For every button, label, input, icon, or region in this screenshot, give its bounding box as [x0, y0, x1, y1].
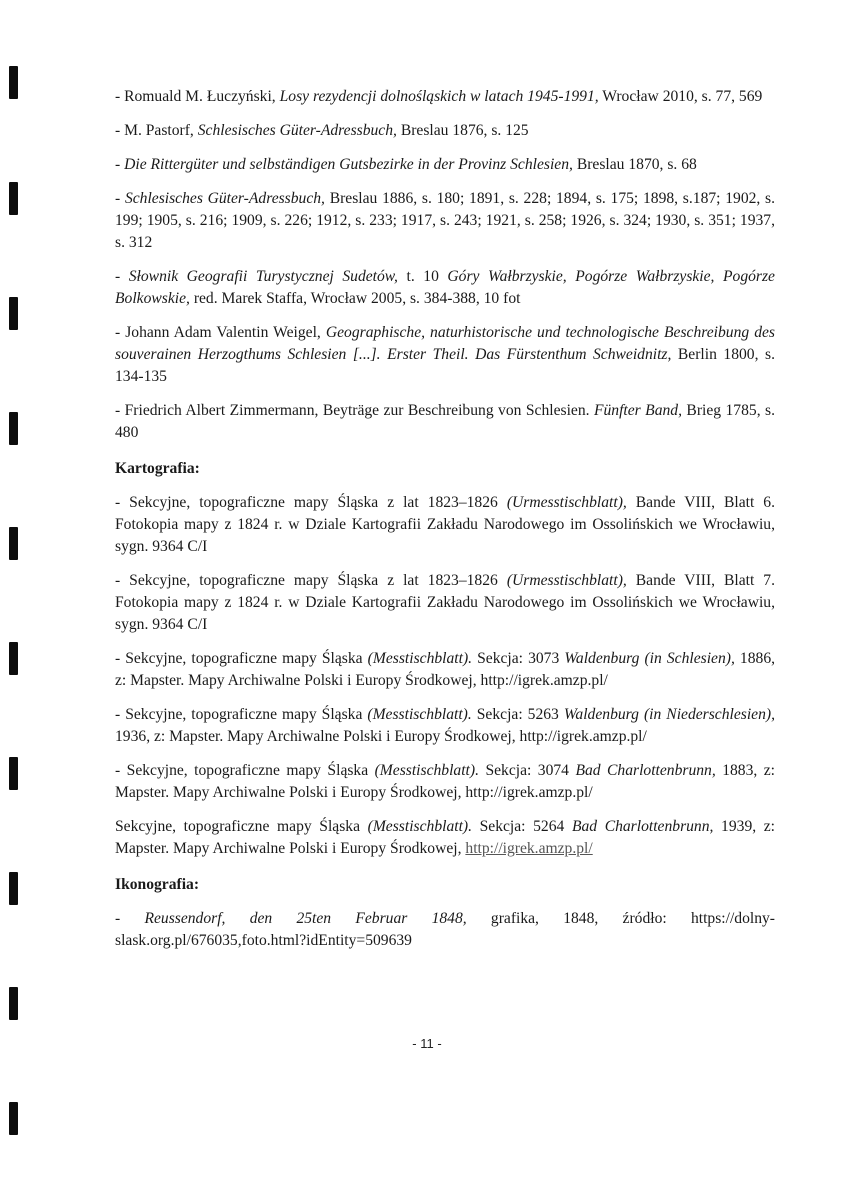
binder-hole — [9, 642, 18, 675]
map-entry: - Sekcyjne, topograficzne mapy Śląska z lat 1823–1826 (Urmesstischblatt), Bande VIII, Blatt 7. Fotokopia mapy z 1824 r. w Dziale Kartografii Zakładu Narodowego im Ossolińskich we Wrocławiu, sygn. 9364 C/I — [115, 572, 776, 633]
map-entry: - Sekcyjne, topograficzne mapy Śląska (Messtischblatt). Sekcja: 3074 Bad Charlottenbrunn, 1883, z: Mapster. Mapy Archiwalne Polski i Europy Środkowej, http://igrek.amzp.pl/ — [115, 762, 776, 801]
bibliography-entry: - Schlesisches Güter-Adressbuch, Breslau 1886, s. 180; 1891, s. 228; 1894, s. 175; 1898, s.187; 1902, s. 199; 1905, s. 216; 1909, s. 226; 1912, s. 233; 1917, s. 243; 1921, s. 258; 1926, s. 324; 1930, s. 351; 1937, s. 312 — [115, 190, 776, 251]
binder-hole — [9, 872, 18, 905]
document-body — [115, 86, 775, 964]
bibliography-entry: - Romuald M. Łuczyński, Losy rezydencji dolnośląskich w latach 1945-1991, Wrocław 2010, s. 77, 569 — [115, 88, 763, 105]
ikonografia-heading: Ikonografia: — [115, 876, 200, 893]
bibliography-entry: - M. Pastorf, Schlesisches Güter-Adressbuch, Breslau 1876, s. 125 — [115, 122, 529, 139]
maps-list — [115, 492, 775, 860]
binder-hole — [9, 182, 18, 215]
iconography-entry: - Reussendorf, den 25ten Februar 1848, grafika, 1848, źródło: https://dolny-slask.org.pl/676035,foto.html?idEntity=509639 — [115, 910, 775, 949]
binder-hole — [9, 66, 18, 99]
mapster-link[interactable]: http://igrek.amzp.pl/ — [465, 840, 593, 857]
binder-hole — [9, 1102, 18, 1135]
map-entry: - Sekcyjne, topograficzne mapy Śląska (Messtischblatt). Sekcja: 3073 Waldenburg (in Schlesien), 1886, z: Mapster. Mapy Archiwalne Polski i Europy Środkowej, http://igrek.amzp.pl/ — [115, 650, 776, 689]
page-number: - 11 - — [412, 1036, 442, 1051]
bibliography-entry: - Die Rittergüter und selbständigen Gutsbezirke in der Provinz Schlesien, Breslau 1870, s. 68 — [115, 156, 697, 173]
binder-hole — [9, 757, 18, 790]
map-entry: - Sekcyjne, topograficzne mapy Śląska z lat 1823–1826 (Urmesstischblatt), Bande VIII, Blatt 6. Fotokopia mapy z 1824 r. w Dziale Kartografii Zakładu Narodowego im Ossolińskich we Wrocławiu, sygn. 9364 C/I — [115, 494, 776, 555]
map-entry: Sekcyjne, topograficzne mapy Śląska (Messtischblatt). Sekcja: 5264 Bad Charlottenbrunn, 1939, z: Mapster. Mapy Archiwalne Polski i Europy Środkowej, http://igrek.amzp.pl/ — [115, 818, 776, 857]
kartografia-heading: Kartografia: — [115, 460, 200, 477]
binder-hole — [9, 987, 18, 1020]
bibliography-entry: - Johann Adam Valentin Weigel, Geographische, naturhistorische und technologische Beschreibung des souverainen Herzogthums Schlesien [...]. Erster Theil. Das Fürstenthum Schweidnitz, Berlin 1800, s. 134-135 — [115, 324, 775, 385]
sources-list — [115, 86, 775, 444]
map-entry: - Sekcyjne, topograficzne mapy Śląska (Messtischblatt). Sekcja: 5263 Waldenburg (in Niederschlesien), 1936, z: Mapster. Mapy Archiwalne Polski i Europy Środkowej, http://igrek.amzp.pl/ — [115, 706, 775, 745]
bibliography-entry: - Słownik Geografii Turystycznej Sudetów, t. 10 Góry Wałbrzyskie, Pogórze Wałbrzyskie, Pogórze Bolkowskie, red. Marek Staffa, Wrocław 2005, s. 384-388, 10 fot — [115, 268, 775, 307]
bibliography-entry: - Friedrich Albert Zimmermann, Beyträge zur Beschreibung von Schlesien. Fünfter Band, Brieg 1785, s. 480 — [115, 402, 775, 441]
binder-hole — [9, 297, 18, 330]
binder-hole — [9, 412, 18, 445]
binder-hole — [9, 527, 18, 560]
